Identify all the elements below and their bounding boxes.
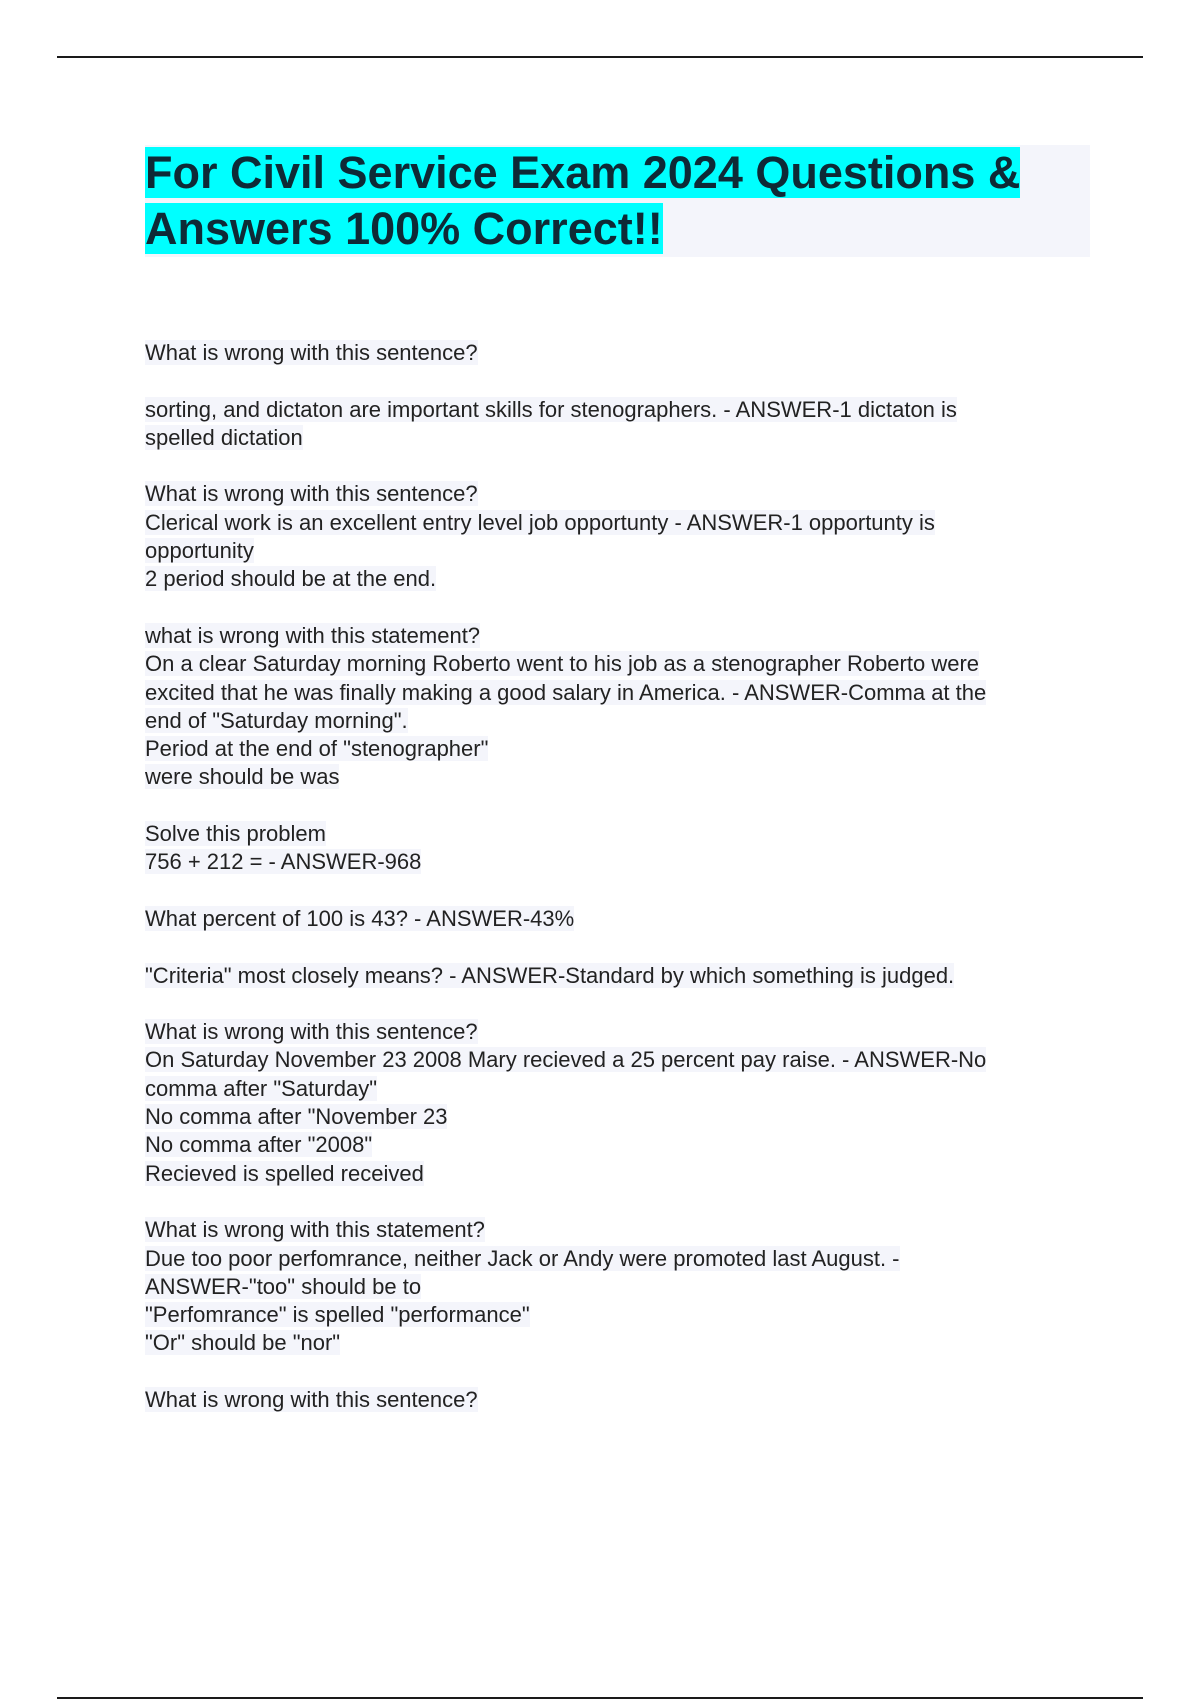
text-line bbox=[145, 424, 1085, 452]
text-line bbox=[145, 1329, 1085, 1357]
text-line bbox=[145, 1075, 1085, 1103]
qa-block bbox=[145, 480, 1085, 593]
qa-block bbox=[145, 1018, 1085, 1188]
text-line bbox=[145, 1386, 1085, 1414]
text-line-content: sorting, and dictaton are important skills for stenographers. - ANSWER-1 dictaton is bbox=[145, 396, 957, 422]
text-line-content: What is wrong with this sentence? bbox=[145, 481, 478, 507]
qa-block bbox=[145, 820, 1085, 877]
text-line bbox=[145, 1301, 1085, 1329]
qa-block bbox=[145, 905, 1085, 933]
qa-block bbox=[145, 1386, 1085, 1414]
text-line-content: On a clear Saturday morning Roberto went to his job as a stenographer Roberto were bbox=[145, 651, 980, 677]
qa-block bbox=[145, 1216, 1085, 1357]
text-line-content: spelled dictation bbox=[145, 424, 303, 450]
qa-block bbox=[145, 396, 1085, 453]
bottom-rule bbox=[57, 1697, 1143, 1699]
text-line bbox=[145, 565, 1085, 593]
qa-block bbox=[145, 339, 1085, 367]
text-line bbox=[145, 707, 1085, 735]
text-line-content: Solve this problem bbox=[145, 821, 326, 847]
top-rule bbox=[57, 56, 1143, 58]
title-block bbox=[145, 145, 1090, 257]
text-line bbox=[145, 1103, 1085, 1131]
text-line bbox=[145, 848, 1085, 876]
text-line-content: 756 + 212 = - ANSWER-968 bbox=[145, 849, 422, 875]
text-line-content: "Perfomrance" is spelled "performance" bbox=[145, 1302, 530, 1328]
text-line bbox=[145, 962, 1085, 990]
text-line-content: "Criteria" most closely means? - ANSWER-Standard by which something is judged. bbox=[145, 962, 955, 988]
text-line bbox=[145, 480, 1085, 508]
text-line-content: No comma after "November 23 bbox=[145, 1104, 448, 1130]
text-line-content: On Saturday November 23 2008 Mary recieved a 25 percent pay raise. - ANSWER-No bbox=[145, 1047, 987, 1073]
text-line bbox=[145, 1160, 1085, 1188]
text-line bbox=[145, 537, 1085, 565]
text-line-content: What is wrong with this sentence? bbox=[145, 340, 478, 365]
text-line bbox=[145, 679, 1085, 707]
text-line bbox=[145, 509, 1085, 537]
text-line-content: opportunity bbox=[145, 538, 254, 564]
text-line-content: What is wrong with this sentence? bbox=[145, 1386, 478, 1412]
qa-block bbox=[145, 622, 1085, 792]
text-line bbox=[145, 820, 1085, 848]
text-line bbox=[145, 396, 1085, 424]
text-line-content: "Or" should be "nor" bbox=[145, 1330, 341, 1356]
text-line bbox=[145, 1046, 1085, 1074]
text-line bbox=[145, 1131, 1085, 1159]
text-line bbox=[145, 1273, 1085, 1301]
qa-block bbox=[145, 962, 1085, 990]
document-title bbox=[145, 145, 1090, 257]
text-line-content: What is wrong with this sentence? bbox=[145, 1019, 478, 1045]
text-line-content: No comma after "2008" bbox=[145, 1132, 373, 1158]
text-line-content: what is wrong with this statement? bbox=[145, 622, 481, 648]
qa-content bbox=[145, 339, 1085, 1443]
text-line-content: 2 period should be at the end. bbox=[145, 566, 437, 592]
text-line bbox=[145, 905, 1085, 933]
text-line-content: ANSWER-"too" should be to bbox=[145, 1273, 422, 1299]
text-line bbox=[145, 650, 1085, 678]
text-line bbox=[145, 1018, 1085, 1046]
text-line-content: Recieved is spelled received bbox=[145, 1160, 424, 1186]
text-line-content: What is wrong with this statement? bbox=[145, 1217, 485, 1243]
text-line bbox=[145, 622, 1085, 650]
text-line bbox=[145, 1216, 1085, 1244]
text-line-content: Period at the end of "stenographer" bbox=[145, 736, 489, 762]
text-line-content: comma after "Saturday" bbox=[145, 1075, 378, 1101]
text-line-content: excited that he was finally making a good salary in America. - ANSWER-Comma at the bbox=[145, 679, 987, 705]
text-line-content: Due too poor perfomrance, neither Jack or Andy were promoted last August. - bbox=[145, 1245, 900, 1271]
text-line-content: end of "Saturday morning". bbox=[145, 707, 408, 733]
title-highlight: For Civil Service Exam 2024 Questions & Answers 100% Correct!! bbox=[145, 147, 1021, 254]
text-line-content: Clerical work is an excellent entry level job opportunty - ANSWER-1 opportunty is bbox=[145, 509, 935, 535]
text-line bbox=[145, 735, 1085, 763]
text-line bbox=[145, 763, 1085, 791]
text-line-content: were should be was bbox=[145, 764, 340, 790]
text-line bbox=[145, 339, 1085, 367]
text-line bbox=[145, 1245, 1085, 1273]
text-line-content: What percent of 100 is 43? - ANSWER-43% bbox=[145, 905, 575, 931]
